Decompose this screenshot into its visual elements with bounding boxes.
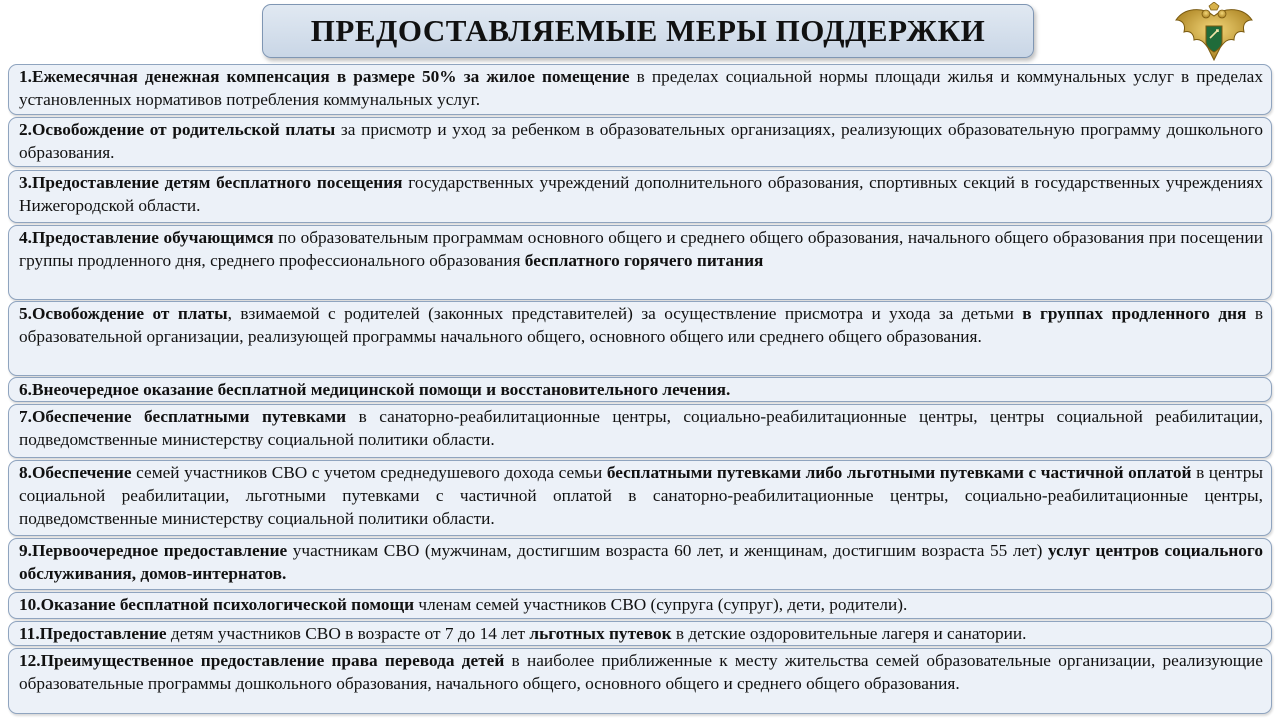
measure-bold-text: бесплатными путевками либо льготными путевками с частичной оплатой — [606, 463, 1192, 482]
support-measure-item — [8, 225, 1272, 300]
support-measure-item — [8, 460, 1272, 536]
measure-bold-text: 8.Обеспечение — [19, 463, 132, 482]
double-headed-eagle-emblem-icon — [1172, 2, 1256, 64]
measure-text: членам семей участников СВО (супруга (супруг), дети, родители). — [414, 595, 908, 614]
measure-bold-text: 10.Оказание бесплатной психологической помощи — [19, 595, 415, 614]
page-title: ПРЕДОСТАВЛЯЕМЫЕ МЕРЫ ПОДДЕРЖКИ — [262, 4, 1034, 58]
measure-text: по образовательным программам основного общего и среднего общего образования, начального общего образования при посещении группы продленного дня, среднего профессионального образования — [19, 228, 1263, 270]
support-measure-item — [8, 648, 1272, 714]
support-measure-item — [8, 538, 1272, 590]
measure-bold-text: 3.Предоставление детям бесплатного посещения — [19, 173, 403, 192]
measure-text: семей участников СВО с учетом среднедушевого дохода семьи — [131, 463, 607, 482]
measure-bold-text: в группах продленного дня — [1022, 304, 1247, 323]
support-measure-item — [8, 592, 1272, 619]
measure-text: участникам СВО (мужчинам, достигшим возраста 60 лет, и женщинам, достигшим возраста 55 лет) — [287, 541, 1048, 560]
measure-text: , взимаемой с родителей (законных представителей) за осуществление присмотра и ухода за детьми — [227, 304, 1023, 323]
measure-text: государственных учреждений дополнительного образования, спортивных секций в государственных учреждениях Нижегородской области. — [19, 173, 1263, 215]
support-measure-item — [8, 377, 1272, 402]
measure-text: в пределах социальной нормы площади жилья и коммунальных услуг в пределах установленных нормативов потребления коммунальных услуг. — [19, 67, 1263, 109]
support-measure-item — [8, 621, 1272, 646]
measure-bold-text: льготных путевок — [529, 624, 672, 643]
support-measure-item — [8, 301, 1272, 376]
measure-text: в образовательной организации, реализующей программы начального общего, основного общего или среднего общего образования. — [19, 304, 1263, 346]
measure-text: детям участников СВО в возрасте от 7 до 14 лет — [166, 624, 530, 643]
measure-bold-text: бесплатного горячего питания — [524, 251, 764, 270]
support-measure-item — [8, 117, 1272, 167]
measure-text: в центры социальной реабилитации, льготными путевками с частичной оплатой в санаторно-реабилитационные центры, социально-реабилитационные центры, подведомственные министерству социальной политики области. — [19, 463, 1263, 528]
support-measure-item — [8, 170, 1272, 223]
measure-bold-text: 6.Внеочередное оказание бесплатной медицинской помощи и восстановительного лечения. — [19, 380, 731, 399]
measure-bold-text: услуг центров социального обслуживания, домов-интернатов. — [19, 541, 1263, 583]
measure-bold-text: 1.Ежемесячная денежная компенсация в размере 50% за жилое помещение — [19, 67, 630, 86]
support-measure-item — [8, 64, 1272, 115]
measure-bold-text: 4.Предоставление обучающимся — [19, 228, 274, 247]
measure-bold-text: 7.Обеспечение бесплатными путевками — [19, 407, 347, 426]
measure-text: в санаторно-реабилитационные центры, социально-реабилитационные центры, центры социальной реабилитации, подведомственные министерству социальной политики области. — [19, 407, 1263, 449]
measure-bold-text: 9.Первоочередное предоставление — [19, 541, 288, 560]
measure-text: за присмотр и уход за ребенком в образовательных организациях, реализующих образовательную программу дошкольного образования. — [19, 120, 1263, 162]
measure-text: в наиболее приближенные к месту жительства семей образовательные организации, реализующие образовательные программы дошкольного образования, начального общего, основного общего и среднего общего образования. — [19, 651, 1263, 693]
support-measure-item — [8, 404, 1272, 458]
measure-bold-text: 5.Освобождение от платы — [19, 304, 228, 323]
measure-bold-text: 11.Предоставление — [19, 624, 167, 643]
measure-bold-text: 12.Преимущественное предоставление права перевода детей — [19, 651, 505, 670]
measure-bold-text: 2.Освобождение от родительской платы — [19, 120, 336, 139]
measure-text: в детские оздоровительные лагеря и санатории. — [671, 624, 1027, 643]
